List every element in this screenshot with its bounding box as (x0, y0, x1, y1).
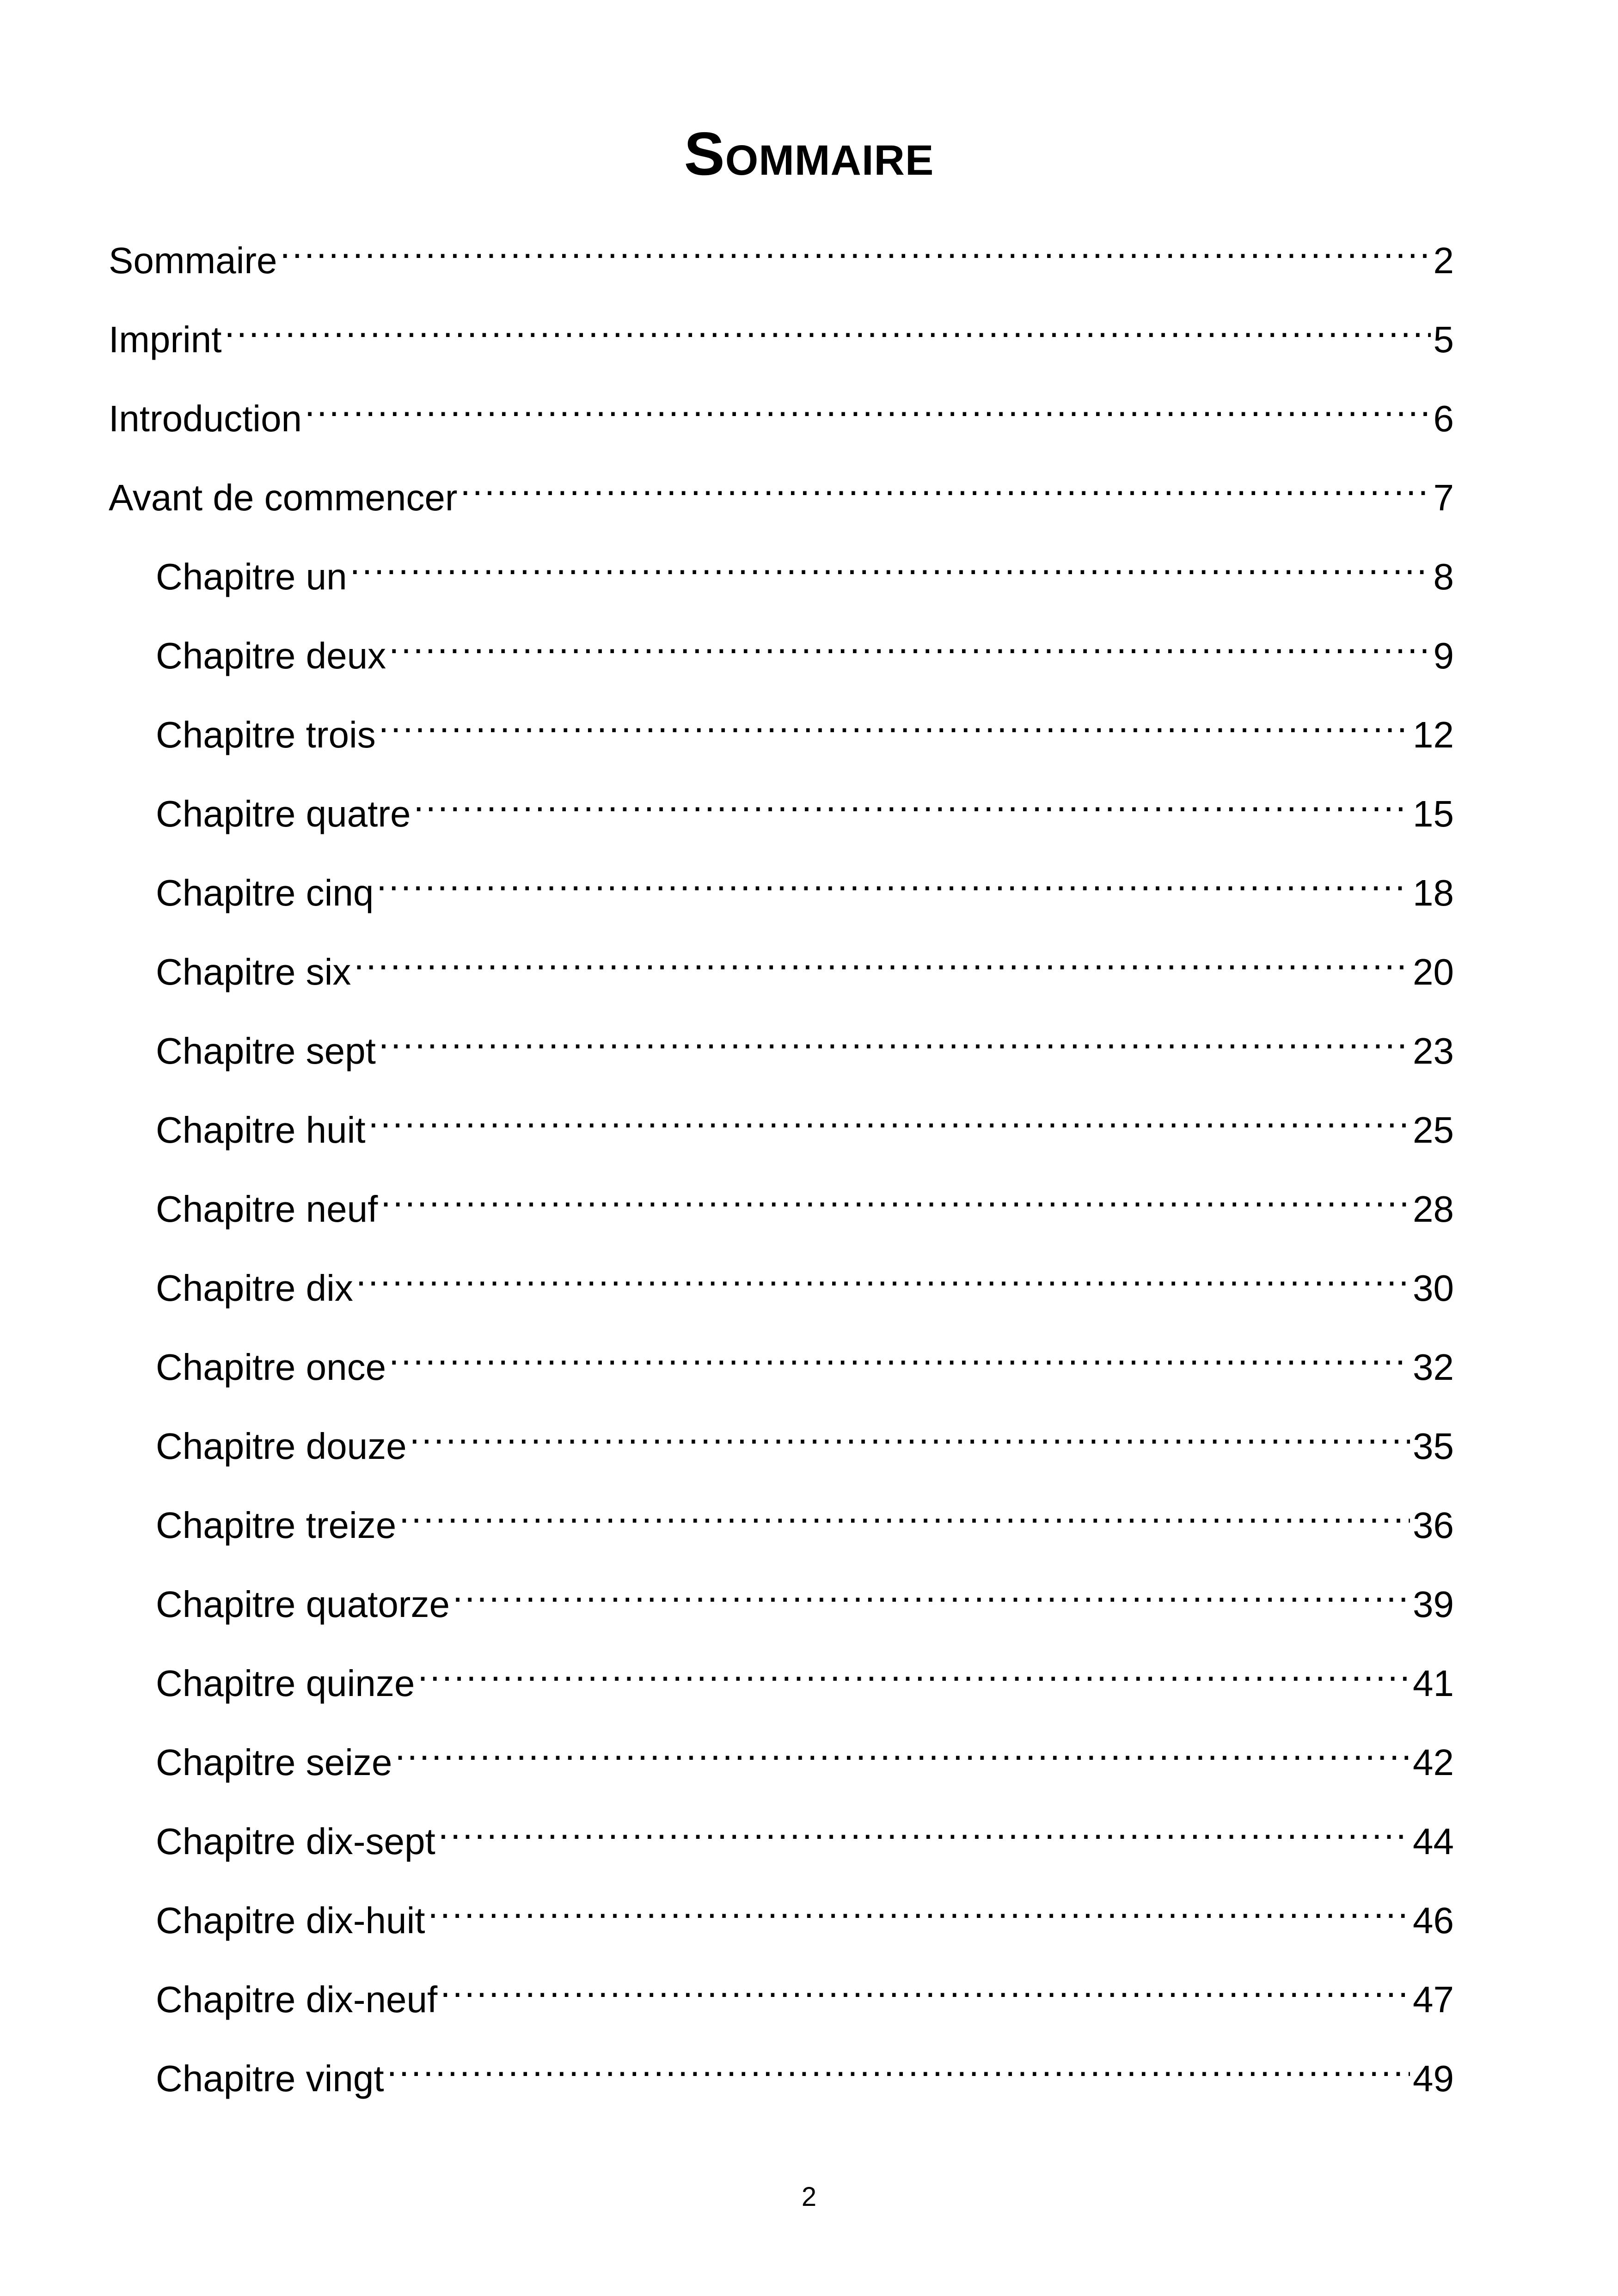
toc-dot-leader (354, 929, 1410, 985)
toc-entry-label: Chapitre un (156, 556, 347, 597)
toc-dot-leader (417, 1641, 1410, 1696)
toc-dot-leader (399, 1482, 1410, 1538)
toc-entry-page: 32 (1413, 1347, 1454, 1388)
toc-entry-sommaire[interactable] (109, 218, 1454, 297)
toc-entry-label: Chapitre six (156, 951, 351, 992)
toc-entry-label: Chapitre treize (156, 1505, 397, 1546)
toc-entry-page: 30 (1413, 1267, 1454, 1309)
toc-entry-label: Chapitre douze (156, 1426, 407, 1467)
toc-entry-label: Chapitre seize (156, 1742, 392, 1783)
toc-entry-label: Chapitre cinq (156, 872, 374, 913)
toc-dot-leader (413, 771, 1410, 827)
toc-entry-page: 5 (1433, 319, 1454, 360)
toc-entry-imprint[interactable] (109, 297, 1454, 376)
toc-entry-chapitre-quatorze[interactable] (109, 1561, 1454, 1641)
toc-dot-leader (368, 1087, 1410, 1143)
toc-entry-page: 47 (1413, 1979, 1454, 2020)
toc-entry-page: 7 (1433, 477, 1454, 518)
toc-entry-label: Chapitre neuf (156, 1188, 378, 1230)
toc-entry-chapitre-six[interactable] (109, 929, 1454, 1008)
toc-entry-label: Sommaire (109, 240, 277, 281)
toc-entry-chapitre-neuf[interactable] (109, 1166, 1454, 1245)
toc-entry-page: 23 (1413, 1030, 1454, 1071)
toc-dot-leader (428, 1878, 1410, 1933)
toc-entry-label: Chapitre dix-neuf (156, 1979, 438, 2020)
toc-entry-chapitre-cinq[interactable] (109, 850, 1454, 929)
toc-dot-leader (440, 1957, 1410, 2012)
toc-entry-chapitre-un[interactable] (109, 534, 1454, 613)
toc-dot-leader (460, 455, 1430, 510)
toc-entry-page: 6 (1433, 398, 1454, 439)
toc-entry-label: Chapitre deux (156, 635, 386, 676)
toc-dot-leader (453, 1561, 1410, 1617)
toc-entry-page: 25 (1413, 1109, 1454, 1151)
toc-entry-page: 39 (1413, 1584, 1454, 1625)
toc-entry-label: Avant de commencer (109, 477, 458, 518)
toc-entry-page: 36 (1413, 1505, 1454, 1546)
page-number: 2 (801, 2182, 817, 2212)
toc-entry-label: Chapitre trois (156, 714, 376, 755)
toc-entry-chapitre-dix-neuf[interactable] (109, 1957, 1454, 2036)
toc-entry-label: Chapitre quatorze (156, 1584, 450, 1625)
toc-entry-label: Imprint (109, 319, 222, 360)
toc-entry-chapitre-douze[interactable] (109, 1403, 1454, 1482)
toc-entry-avant-de-commencer[interactable] (109, 455, 1454, 534)
toc-entry-label: Chapitre quinze (156, 1663, 415, 1704)
toc-entry-label: Chapitre vingt (156, 2058, 384, 2099)
toc-entry-label: Chapitre quatre (156, 793, 411, 834)
toc-entry-page: 41 (1413, 1663, 1454, 1704)
toc-dot-leader (438, 1799, 1410, 1854)
toc-entry-label: Chapitre dix (156, 1267, 353, 1309)
toc-entry-chapitre-vingt[interactable] (109, 2036, 1454, 2115)
toc-entry-page: 2 (1433, 240, 1454, 281)
toc-entry-page: 15 (1413, 793, 1454, 834)
table-of-contents (109, 218, 1454, 2115)
toc-dot-leader (280, 218, 1431, 273)
toc-entry-label: Introduction (109, 398, 302, 439)
toc-dot-leader (387, 2036, 1410, 2091)
toc-entry-page: 28 (1413, 1188, 1454, 1230)
toc-dot-leader (305, 376, 1430, 431)
toc-dot-leader (395, 1720, 1410, 1775)
toc-entry-chapitre-dix-huit[interactable] (109, 1878, 1454, 1957)
toc-entry-page: 8 (1433, 556, 1454, 597)
toc-entry-chapitre-trois[interactable] (109, 692, 1454, 771)
toc-entry-label: Chapitre dix-huit (156, 1900, 425, 1941)
toc-entry-page: 46 (1413, 1900, 1454, 1941)
toc-entry-page: 18 (1413, 872, 1454, 913)
toc-entry-introduction[interactable] (109, 376, 1454, 455)
toc-entry-label: Chapitre huit (156, 1109, 366, 1151)
toc-entry-chapitre-quatre[interactable] (109, 771, 1454, 850)
toc-dot-leader (380, 1166, 1410, 1222)
toc-entry-chapitre-huit[interactable] (109, 1087, 1454, 1166)
toc-entry-chapitre-deux[interactable] (109, 613, 1454, 692)
toc-entry-chapitre-once[interactable] (109, 1324, 1454, 1403)
toc-entry-chapitre-sept[interactable] (109, 1008, 1454, 1087)
toc-entry-chapitre-dix-sept[interactable] (109, 1799, 1454, 1878)
toc-dot-leader (379, 692, 1410, 747)
toc-entry-chapitre-quinze[interactable] (109, 1641, 1454, 1720)
toc-dot-leader (389, 1324, 1410, 1380)
toc-entry-page: 44 (1413, 1821, 1454, 1862)
toc-entry-page: 12 (1413, 714, 1454, 755)
toc-entry-page: 49 (1413, 2058, 1454, 2099)
toc-dot-leader (389, 613, 1430, 668)
toc-entry-page: 35 (1413, 1426, 1454, 1467)
toc-entry-page: 9 (1433, 635, 1454, 676)
toc-dot-leader (356, 1245, 1410, 1301)
toc-dot-leader (379, 1008, 1410, 1064)
toc-dot-leader (376, 850, 1410, 906)
toc-entry-chapitre-dix[interactable] (109, 1245, 1454, 1324)
toc-entry-label: Chapitre once (156, 1347, 386, 1388)
toc-dot-leader (350, 534, 1431, 589)
toc-dot-leader (225, 297, 1431, 352)
page-title: Sommaire (684, 120, 934, 188)
toc-dot-leader (410, 1403, 1410, 1459)
toc-entry-chapitre-treize[interactable] (109, 1482, 1454, 1561)
toc-entry-label: Chapitre sept (156, 1030, 376, 1071)
toc-entry-label: Chapitre dix-sept (156, 1821, 435, 1862)
toc-entry-chapitre-seize[interactable] (109, 1720, 1454, 1799)
toc-entry-page: 42 (1413, 1742, 1454, 1783)
toc-entry-page: 20 (1413, 951, 1454, 992)
